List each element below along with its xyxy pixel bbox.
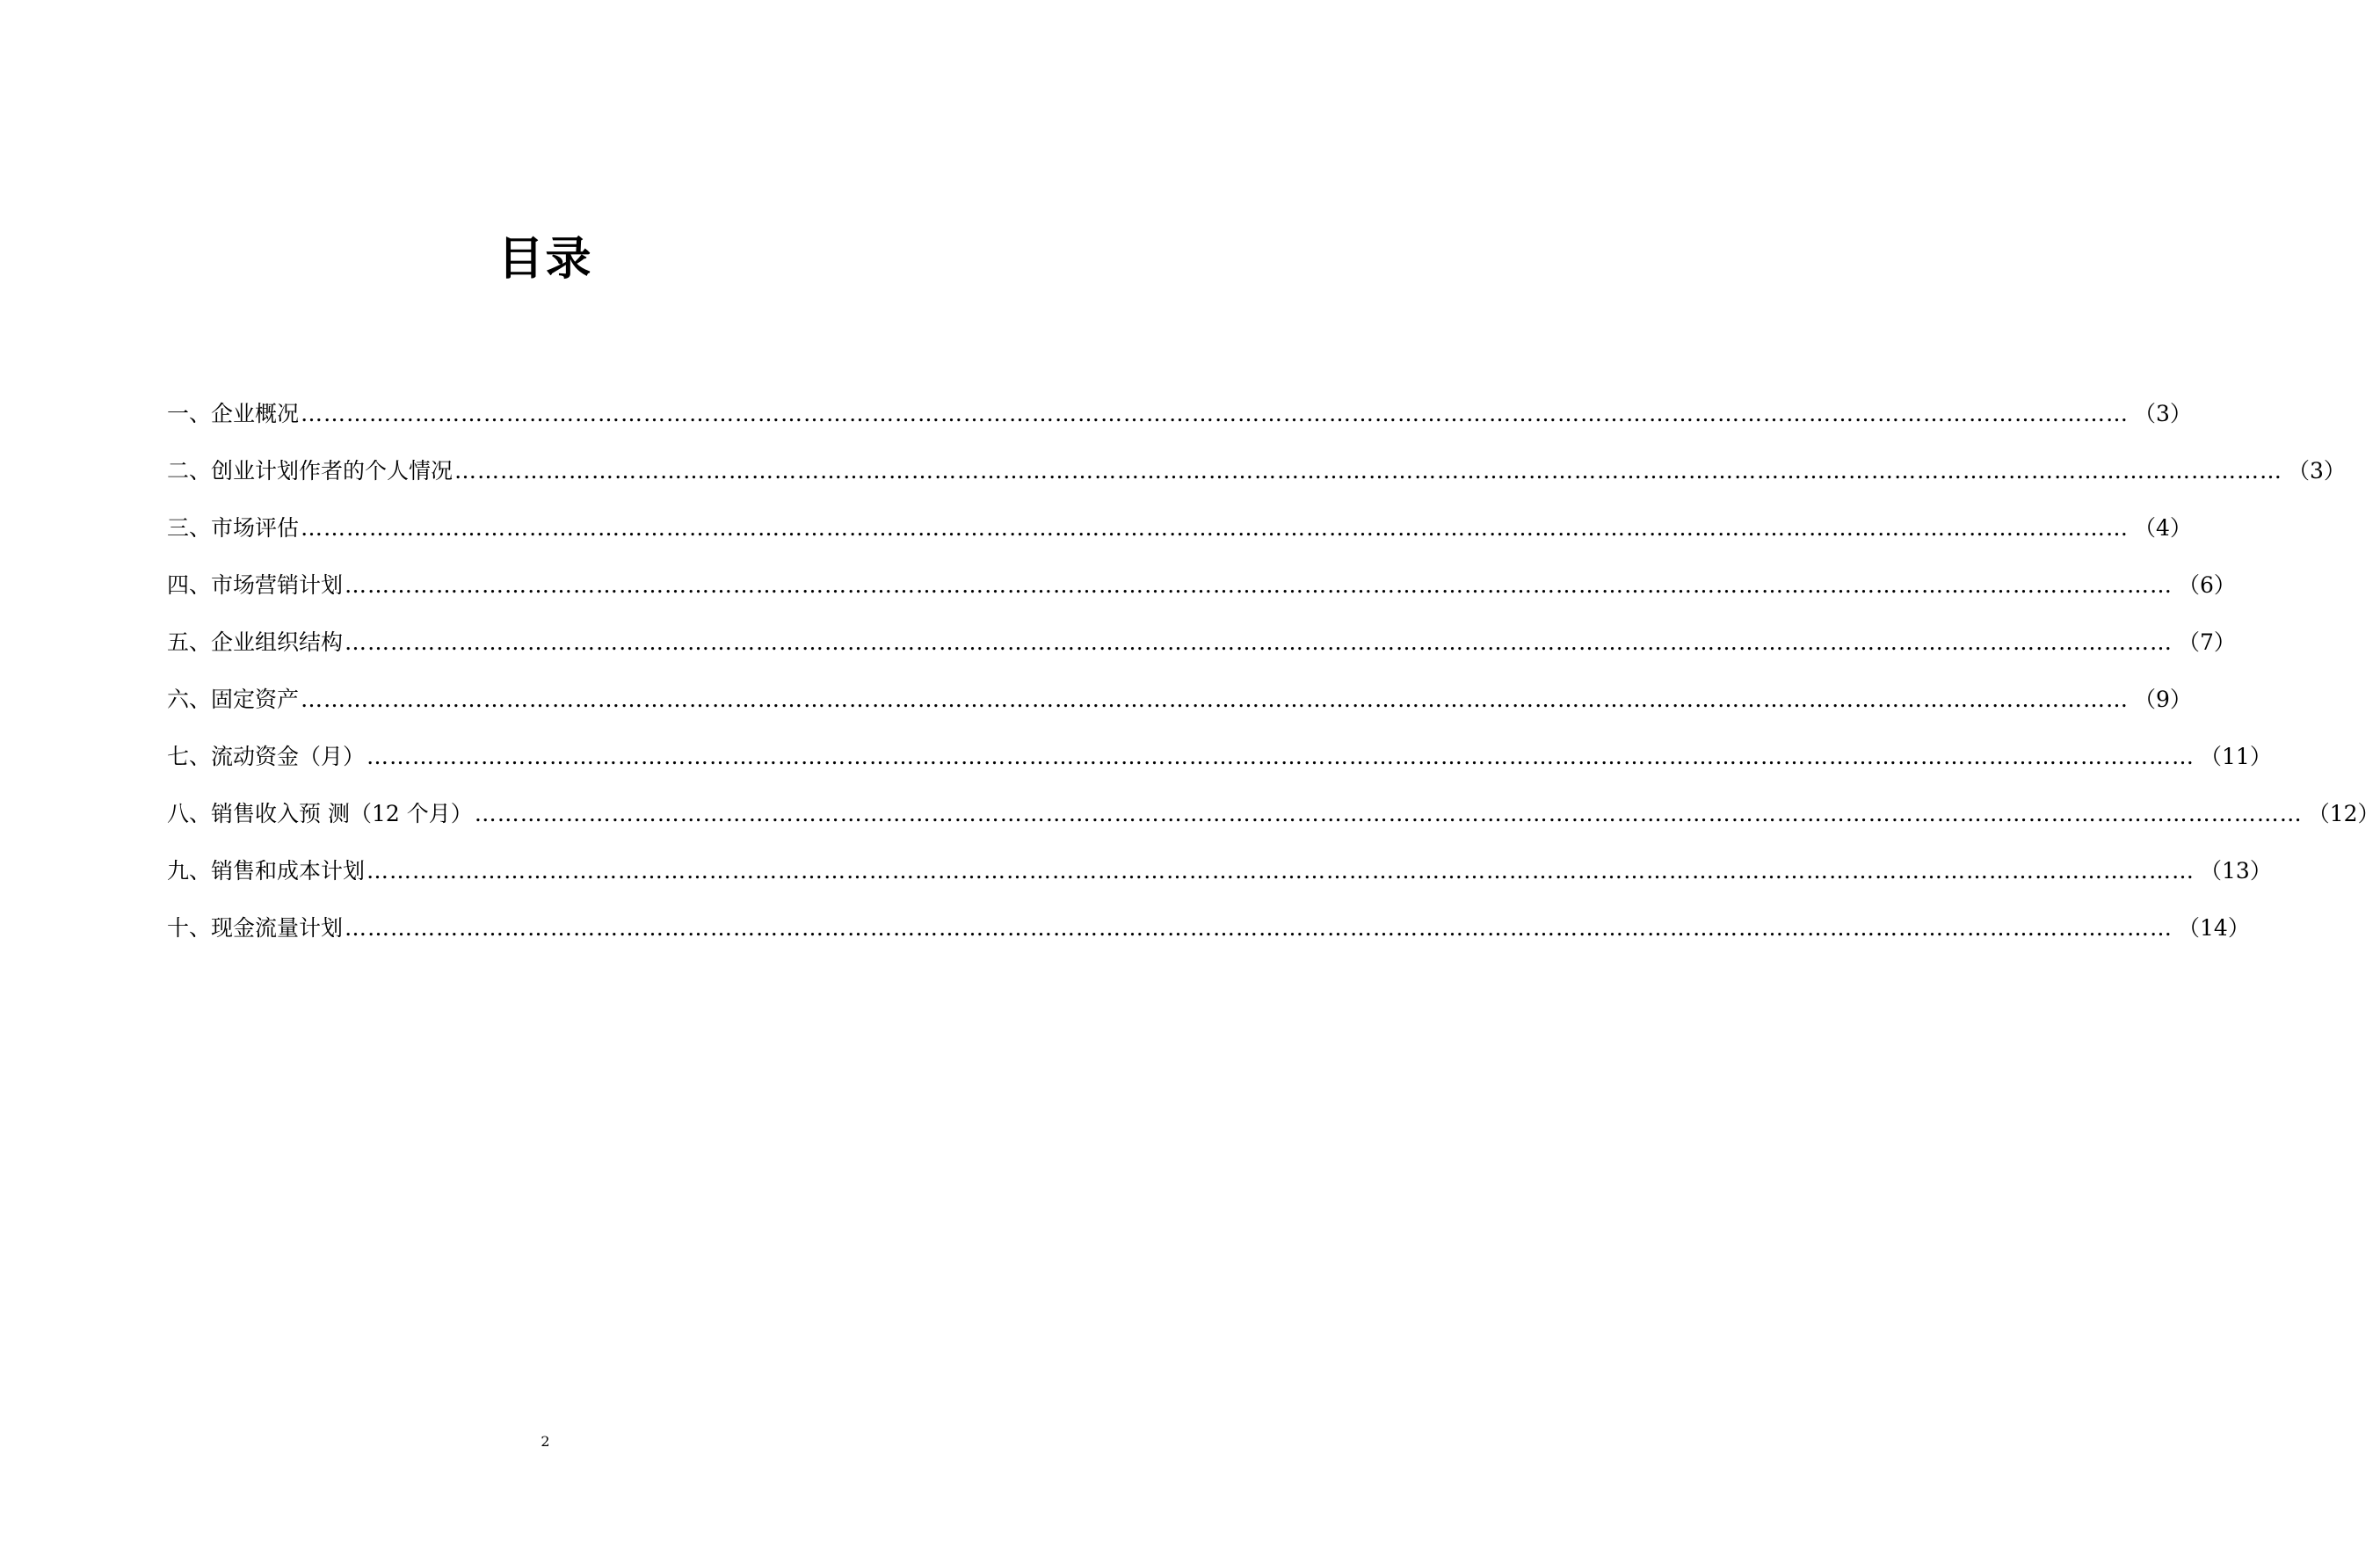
toc-entry-page: （9） [2134, 687, 2192, 712]
toc-entry[interactable] [167, 627, 2236, 684]
toc-dot-leader: …………………………………………………………………………………………………………………………………………………………………………………………………………………… [366, 858, 2195, 884]
toc-entry[interactable] [167, 455, 2346, 513]
toc-entry-label: 五、企业组织结构 [167, 629, 344, 655]
toc-dot-leader: …………………………………………………………………………………………………………………………………………………………………………………………………………………… [345, 572, 2173, 598]
page-title: 目录 [497, 232, 593, 286]
toc-entry[interactable] [167, 913, 2250, 970]
toc-entry-label: 二、创业计划作者的个人情况 [167, 458, 454, 484]
toc-entry-label: 八、销售收入预 测（12 个月） [167, 801, 473, 826]
toc-dot-leader: …………………………………………………………………………………………………………………………………………………………………………………………………………………… [474, 801, 2303, 826]
toc-entry-label: 十、现金流量计划 [167, 915, 344, 941]
toc-entry[interactable] [167, 513, 2192, 570]
toc-entry-label: 六、固定资产 [167, 687, 300, 712]
toc-entry-page: （7） [2178, 629, 2236, 655]
toc-entry-label: 三、市场评估 [167, 515, 300, 541]
toc-dot-leader: …………………………………………………………………………………………………………………………………………………………………………………………………………………… [301, 687, 2130, 712]
toc-dot-leader: …………………………………………………………………………………………………………………………………………………………………………………………………………………… [345, 915, 2173, 941]
toc-entry-label: 七、流动资金（月） [167, 744, 366, 769]
toc-dot-leader: …………………………………………………………………………………………………………………………………………………………………………………………………………………… [345, 629, 2173, 655]
table-of-contents [167, 398, 2380, 970]
toc-dot-leader: …………………………………………………………………………………………………………………………………………………………………………………………………………………… [301, 401, 2130, 426]
toc-dot-leader: …………………………………………………………………………………………………………………………………………………………………………………………………………………… [301, 515, 2130, 541]
toc-entry-page: （13） [2200, 858, 2272, 884]
toc-entry-page: （3） [2288, 458, 2346, 484]
toc-entry[interactable] [167, 398, 2192, 455]
page-number: 2 [541, 1433, 550, 1450]
toc-entry-label: 一、企业概况 [167, 401, 300, 426]
toc-entry[interactable] [167, 798, 2380, 855]
toc-entry-page: （4） [2134, 515, 2192, 541]
toc-entry-page: （3） [2134, 401, 2192, 426]
toc-entry[interactable] [167, 570, 2236, 627]
toc-entry-page: （6） [2178, 572, 2236, 598]
toc-entry-page: （14） [2178, 915, 2250, 941]
toc-dot-leader: …………………………………………………………………………………………………………………………………………………………………………………………………………………… [366, 744, 2195, 769]
toc-entry[interactable] [167, 741, 2272, 798]
toc-entry-label: 四、市场营销计划 [167, 572, 344, 598]
toc-dot-leader: …………………………………………………………………………………………………………………………………………………………………………………………………………………… [454, 458, 2283, 484]
toc-entry[interactable] [167, 684, 2192, 741]
toc-entry[interactable] [167, 855, 2272, 913]
toc-entry-page: （11） [2200, 744, 2272, 769]
toc-entry-label: 九、销售和成本计划 [167, 858, 366, 884]
toc-entry-page: （12） [2307, 801, 2380, 826]
